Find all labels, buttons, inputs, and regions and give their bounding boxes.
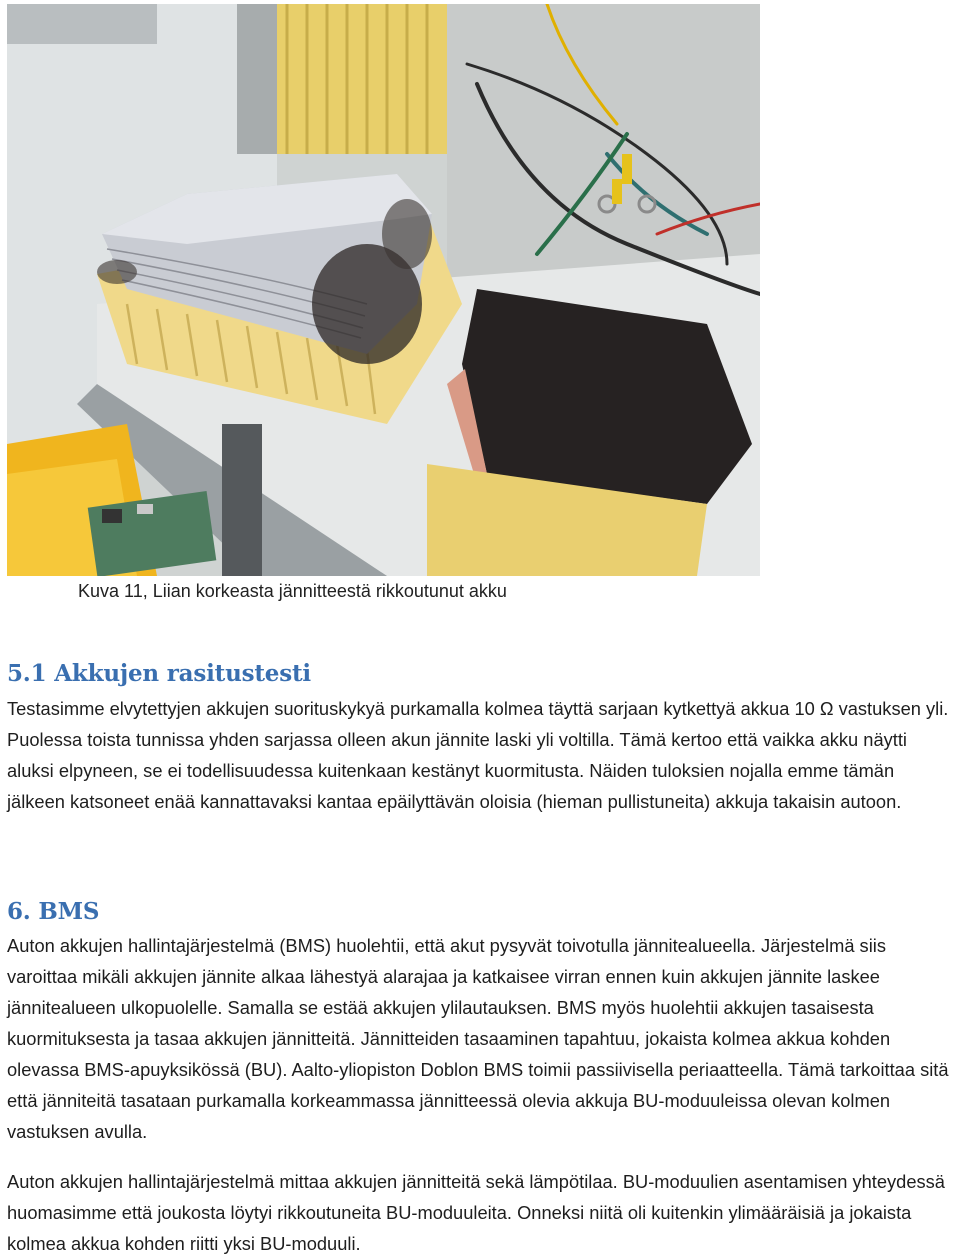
paragraph-bms-measurement: Auton akkujen hallintajärjestelmä mittaa akkujen jännitteitä sekä lämpötilaa. BU-moduulien asentamisen yhteydessä huomasimme että joukosta löytyi rikkoutuneita BU-moduuleita. Onneksi niitä oli kuitenkin ylimääräisiä ja jokaista kolmea akkua kohden riitti yksi BU-moduuli. <box>7 1171 945 1254</box>
paragraph-bms-intro: Auton akkujen hallintajärjestelmä (BMS) huolehtii, että akut pysyvät toivotulla jännitealueella. Järjestelmä siis varoittaa mikäli akkujen jännite alkaa lähestyä alarajaa ja katkaisee virran ennen kuin akkujen jännite laskee jännitealueen ulkopuolelle. Samalla se estää akkujen ylilautauksen. BMS myös huolehtii akkujen tasaisesta kuormituksesta ja tasaa akkujen jännitteitä. Jännitteiden tasaaminen tapahtuu, jokaista kolmea akkua kohden olevassa BMS-apuyksikössä (BU). Aalto-yliopiston Doblon BMS toimii passiivisella periaatteella. Tämä tarkoittaa sitä että jänniteitä tasataan purkamalla korkeammassa jännitteessä olevia akkuja BU-moduuleissa olevan kolmen vastuksen avulla. <box>7 935 949 1142</box>
section-heading-5-1: 5.1 Akkujen rasitustesti <box>7 660 311 687</box>
figure-caption: Kuva 11, Liian korkeasta jännitteestä rikkoutunut akku <box>78 581 507 601</box>
section-heading-6: 6. BMS <box>7 898 100 925</box>
battery-photo <box>7 4 760 576</box>
paragraph-stress-test: Testasimme elvytettyjen akkujen suorituskykyä purkamalla kolmea täyttä sarjaan kytkettyä akkua 10 Ω vastuksen yli. Puolessa toista tunnissa yhden sarjassa olleen akun jännite laski yli voltilla. Tämä kertoo että vaikka akku näytti aluksi elpyneen, se ei todellisuudessa kuitenkaan kestänyt kuormitusta. Näiden tuloksien nojalla emme tämän jälkeen katsoneet enää kannattavaksi kantaa epäilyttävän oloisia (hieman pullistuneita) akkuja takaisin autoon. <box>7 698 949 812</box>
